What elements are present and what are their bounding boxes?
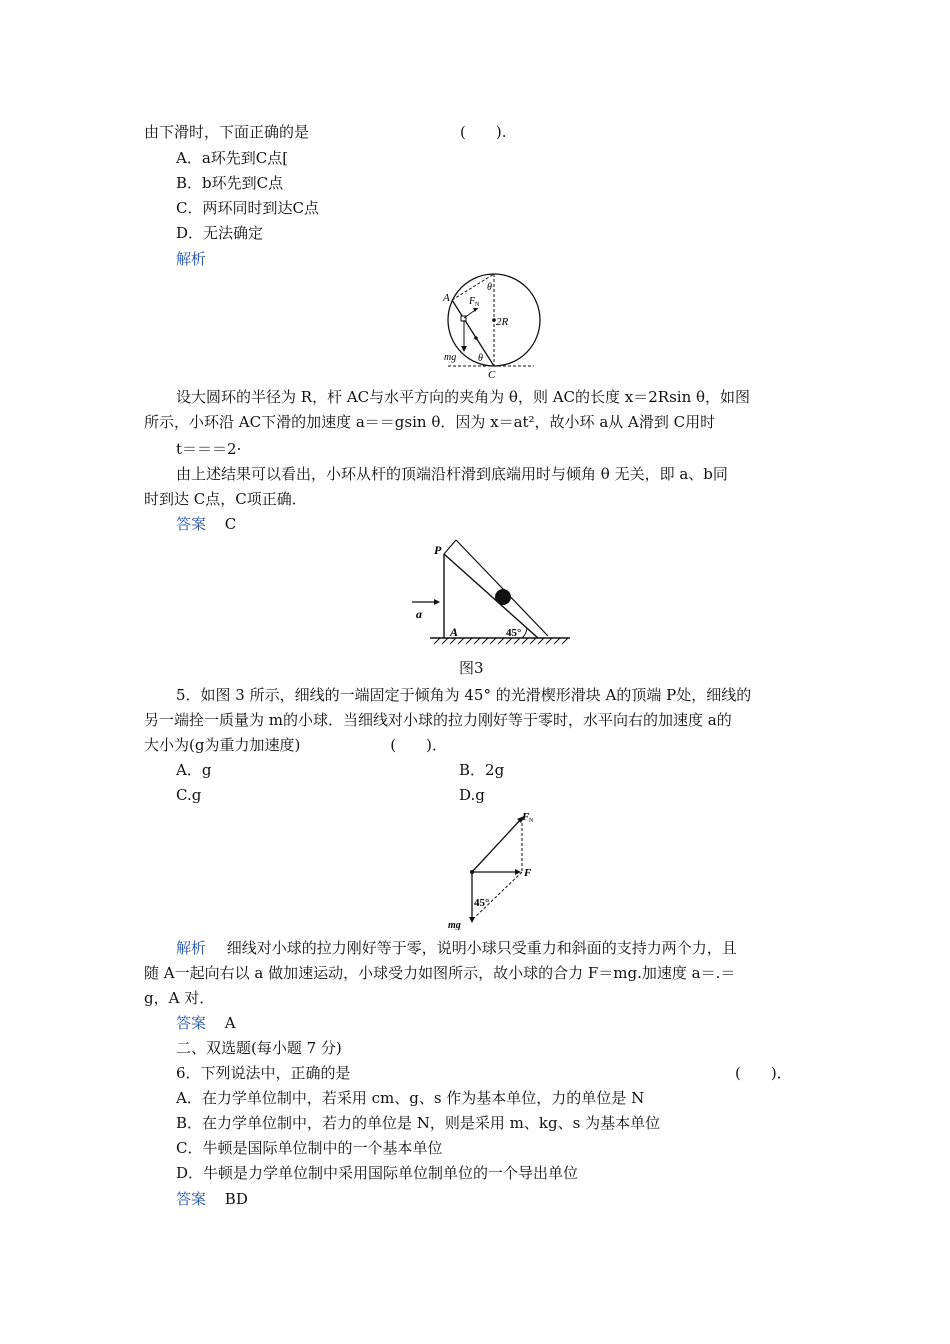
wedge-slope — [444, 554, 538, 638]
q6-stem: 6．下列说法中，正确的是 — [176, 1064, 351, 1082]
q5-stem-line-3: 大小为(g为重力加速度) ( )． — [144, 736, 448, 754]
label-fn-sub: N — [475, 302, 480, 308]
q5-option-b: B．2g — [459, 761, 505, 779]
q4-stem-tail: 由下滑时，下面正确的是 — [144, 123, 310, 141]
q5-stem-line-2: 另一端拴一质量为 m的小球．当细线对小球的拉力刚好等于零时，水平向右的加速度 a的 — [144, 711, 732, 729]
q5-analysis-line-2: 随 A一起向右以 a 做加速运动，小球受力如图所示，故小球的合力 F＝mg.加速度 a＝.＝ — [144, 964, 736, 982]
dashed-diagonal — [472, 872, 522, 920]
string-slope — [456, 540, 548, 636]
fig3-caption: 图3 — [459, 659, 484, 677]
q5-answer-value: A — [224, 1014, 236, 1032]
label-f: F — [524, 867, 532, 879]
string — [444, 540, 456, 554]
q5-option-a: A．g — [176, 761, 212, 779]
q4-answer-label: 答案 — [176, 515, 207, 533]
q4-analysis-line-2: 所示，小环沿 AC下滑的加速度 a＝＝gsin θ．因为 x＝at²，故小环 a从 A滑到 C用时 — [144, 413, 716, 431]
label-theta-top: θ — [487, 282, 492, 293]
label-fn: F — [522, 811, 530, 823]
label-theta-bottom: θ — [478, 353, 483, 364]
angle-arc — [522, 628, 527, 638]
label-a-accel: a — [416, 607, 422, 621]
q6-option-b: B．在力学单位制中，若力的单位是 N，则是采用 m、kg、s 为基本单位 — [176, 1114, 661, 1132]
q5-option-c: C.g — [176, 786, 202, 804]
section-2-heading: 二、双选题(每小题 7 分) — [176, 1039, 342, 1057]
accel-arrow-head — [434, 599, 440, 605]
label-fn: F — [469, 296, 476, 307]
q5-analysis-line-1: 细线对小球的拉力刚好等于零，说明小球只受重力和斜面的支持力两个力，且 — [226, 939, 737, 957]
label-45: 45° — [474, 897, 490, 909]
mid-dot — [474, 336, 478, 340]
label-mg: mg — [448, 920, 461, 930]
mg-arrow-head — [461, 346, 467, 352]
label-2r: 2R — [496, 316, 509, 328]
q4-analysis-line-1: 设大圆环的半径为 R，杆 AC与水平方向的夹角为 θ，则 AC的长度 x＝2Rsin θ，如图 — [176, 388, 751, 406]
q4-analysis-line-3: t＝＝＝2· — [176, 440, 242, 458]
q6-option-a: A．在力学单位制中，若采用 cm、g、s 作为基本单位，力的单位是 N — [176, 1089, 645, 1107]
q5-answer-label: 答案 — [176, 1014, 207, 1032]
q4-analysis-line-4: 由上述结果可以看出，小环从杆的顶端沿杆滑到底端用时与倾角 θ 无关，即 a、b同 — [176, 465, 728, 483]
q5-option-d: D.g — [459, 786, 485, 804]
ball-point — [470, 870, 474, 874]
label-p: P — [434, 543, 442, 557]
chord-ac — [452, 300, 494, 366]
label-c: C — [488, 369, 496, 381]
q5-answer-row — [176, 1012, 236, 1034]
q5-analysis-line-3: g，A 对． — [144, 989, 215, 1007]
label-fn-sub: N — [529, 818, 534, 824]
label-mg: mg — [444, 352, 457, 363]
q5-analysis-row-1 — [176, 937, 737, 959]
circle-ring-figure — [438, 270, 548, 382]
label-45: 45° — [506, 627, 522, 639]
q6-answer-paren: ( )． — [735, 1064, 792, 1082]
q6-option-c: C．牛顿是国际单位制中的一个基本单位 — [176, 1139, 443, 1157]
q4-option-d: D．无法确定 — [176, 224, 264, 242]
q6-answer-label: 答案 — [176, 1190, 207, 1208]
q4-option-c: C．两环同时到达C点 — [176, 199, 319, 217]
q6-answer-row — [176, 1188, 248, 1210]
q4-analysis-line-5: 时到达 C点，C项正确． — [144, 490, 307, 508]
q6-option-d: D．牛顿是力学单位制中采用国际单位制单位的一个导出单位 — [176, 1164, 579, 1182]
q4-answer-row — [176, 513, 236, 535]
q4-analysis-label: 解析 — [176, 250, 207, 268]
q4-option-b: B．b环先到C点 — [176, 174, 284, 192]
q5-analysis-label: 解析 — [176, 939, 207, 957]
q4-answer-value: C — [224, 515, 237, 533]
normal-force — [472, 818, 522, 872]
q5-stem-line-1: 5．如图 3 所示，细线的一端固定于倾角为 45° 的光滑楔形滑块 A的顶端 P处，细线的 — [176, 686, 752, 704]
label-a: A — [443, 292, 450, 304]
q6-answer-value: BD — [224, 1190, 248, 1208]
label-a-wedge: A — [450, 625, 459, 639]
force-diagram — [442, 806, 552, 930]
q4-option-a: A．a环先到C点[ — [176, 149, 289, 167]
wedge-figure — [410, 538, 575, 650]
ball — [495, 589, 511, 605]
q4-answer-paren: ( ). — [460, 123, 507, 141]
